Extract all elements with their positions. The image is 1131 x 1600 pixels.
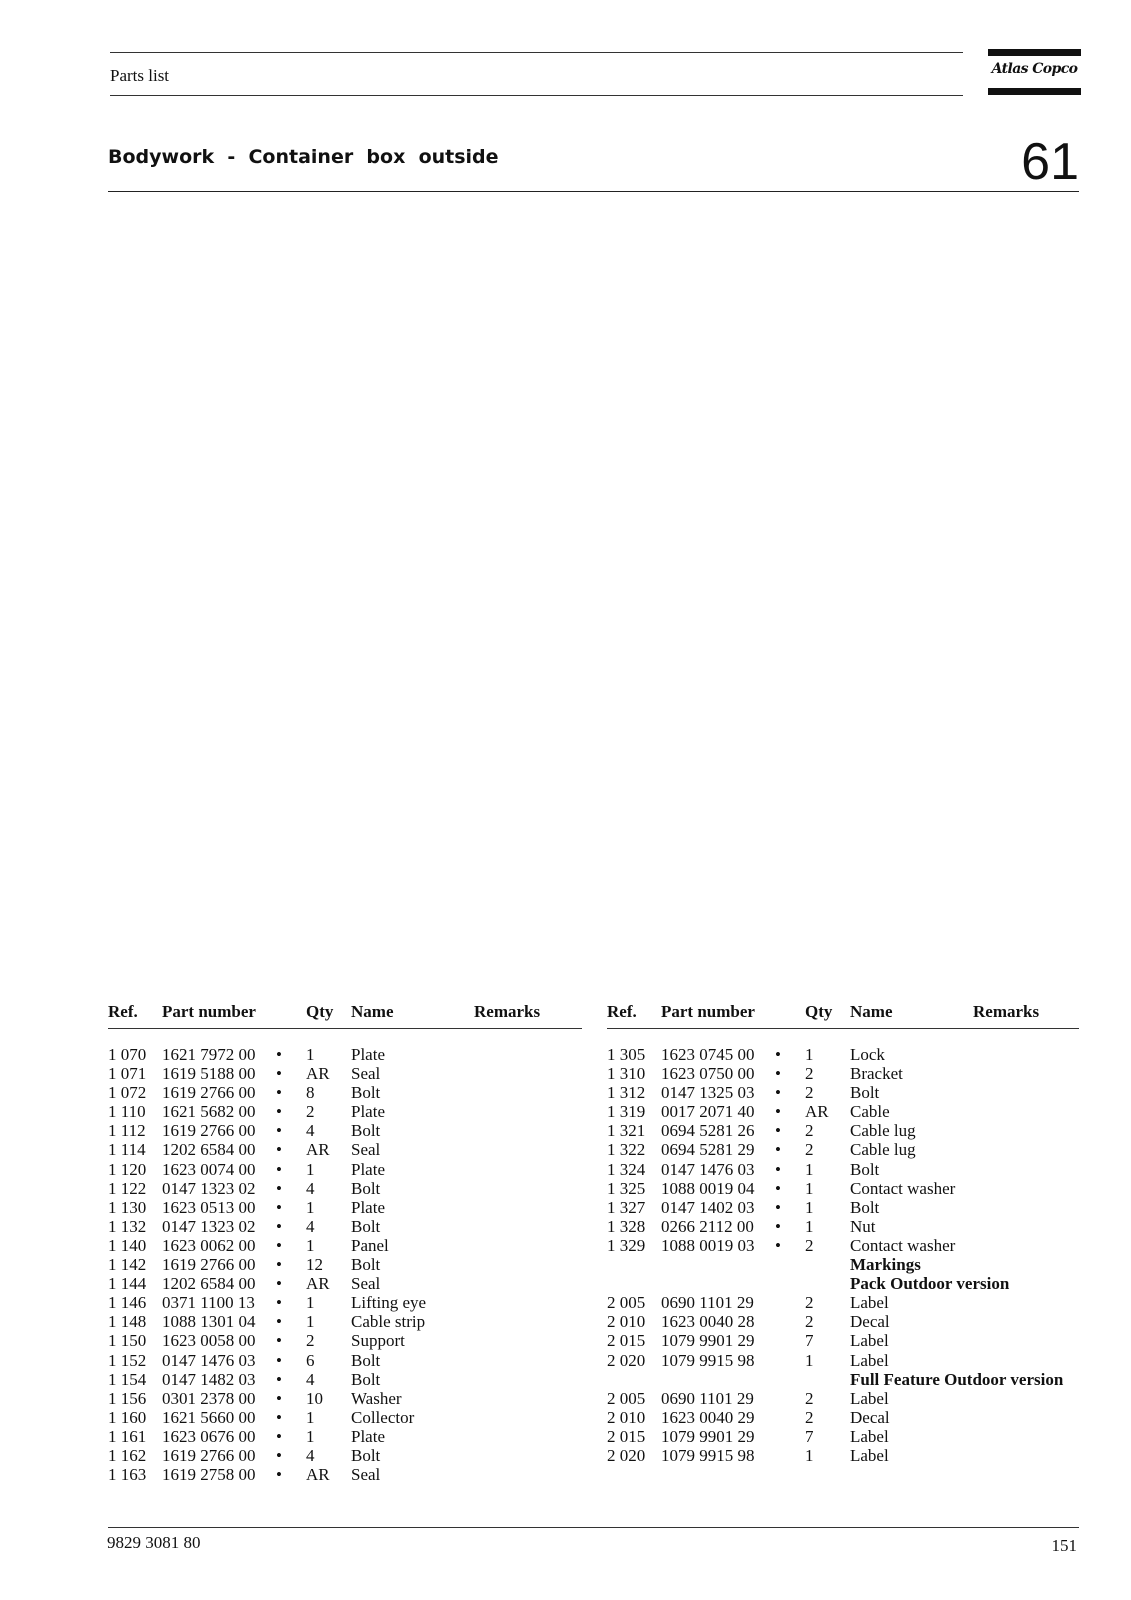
qty-cell: AR [306,1274,330,1294]
interchange-dot: • [775,1197,781,1217]
interchange-dot: • [276,1064,282,1084]
table-row [607,1312,1079,1331]
interchange-dot: • [276,1159,282,1179]
col-remarks-header: Remarks [474,1002,541,1021]
ref-cell: 2 010 [607,1407,646,1427]
name-cell: Contact washer [850,1235,956,1255]
name-cell: Cable strip [351,1312,426,1332]
ref-cell: 1 112 [108,1121,146,1141]
page-title: Bodywork - Container box outside [108,146,499,168]
interchange-dot: • [276,1426,282,1446]
interchange-dot: • [276,1140,282,1160]
part-number-cell: 1621 5682 00 [162,1102,256,1122]
ref-cell: 1 329 [607,1235,646,1255]
name-cell: Washer [351,1388,402,1408]
table-row [108,1255,582,1274]
table-row [108,1427,582,1446]
interchange-dot: • [276,1102,282,1122]
name-cell: Lifting eye [351,1293,427,1313]
interchange-dot: • [775,1121,781,1141]
part-number-cell: 1088 0019 03 [661,1235,755,1255]
table-row [108,1179,582,1198]
ref-cell: 1 140 [108,1235,147,1255]
ref-cell: 1 150 [108,1331,147,1351]
interchange-dot: • [276,1350,282,1370]
name-cell: Cable lug [850,1140,916,1160]
table-row [108,1351,582,1370]
col-part-header: Part number [162,1002,256,1021]
qty-cell: 8 [306,1083,315,1103]
table-row [108,1465,582,1484]
part-number-cell: 1621 5660 00 [162,1407,256,1427]
ref-cell: 1 071 [108,1064,147,1084]
part-number-cell: 1079 9901 29 [661,1331,755,1351]
interchange-dot: • [775,1064,781,1084]
name-cell: Seal [351,1465,381,1485]
part-number-cell: 0690 1101 29 [661,1388,754,1408]
col-qty-header: Qty [306,1002,334,1021]
table-row [607,1217,1079,1236]
ref-cell: 2 020 [607,1445,646,1465]
qty-cell: 1 [805,1445,814,1465]
ref-cell: 1 319 [607,1102,646,1122]
name-cell: Bolt [351,1083,381,1103]
part-number-cell: 1088 0019 04 [661,1178,755,1198]
name-cell: Cable lug [850,1121,916,1141]
part-number-cell: 0266 2112 00 [661,1216,754,1236]
table-row [607,1255,1079,1274]
table-row [108,1121,582,1140]
ref-cell: 1 305 [607,1045,646,1064]
part-number-cell: 1619 2766 00 [162,1121,256,1141]
interchange-dot: • [276,1331,282,1351]
ref-cell: 1 325 [607,1178,646,1198]
name-cell: Cable [850,1102,890,1122]
table-row [108,1045,582,1064]
name-cell: Bolt [850,1159,880,1179]
name-cell: Seal [351,1064,381,1084]
interchange-dot: • [276,1293,282,1313]
ref-cell: 1 114 [108,1140,146,1160]
part-number-cell: 1619 2766 00 [162,1445,256,1465]
part-number-cell: 0694 5281 29 [661,1140,755,1160]
part-number-cell: 1623 0062 00 [162,1235,256,1255]
interchange-dot: • [775,1102,781,1122]
part-number-cell: 1623 0040 28 [661,1312,755,1332]
table-header [108,1000,582,1029]
interchange-dot: • [276,1369,282,1389]
part-number-cell: 1619 2766 00 [162,1255,256,1275]
ref-cell: 1 160 [108,1407,147,1427]
qty-cell: 4 [306,1216,315,1236]
table-row [607,1160,1079,1179]
qty-cell: 7 [805,1426,814,1446]
interchange-dot: • [276,1216,282,1236]
header-label: Parts list [110,66,170,85]
qty-cell: 4 [306,1369,315,1389]
ref-cell: 1 156 [108,1388,147,1408]
qty-cell: 10 [306,1388,323,1408]
name-cell: Bolt [351,1121,381,1141]
name-cell: Label [850,1445,889,1465]
ref-cell: 1 312 [607,1083,646,1103]
table-row [108,1312,582,1331]
name-cell: Bolt [351,1216,381,1236]
table-row [607,1102,1079,1121]
ref-cell: 2 015 [607,1426,646,1446]
table-row [607,1121,1079,1140]
col-name-header: Name [850,1002,893,1021]
page-number: 151 [1051,1536,1077,1555]
qty-cell: 1 [306,1197,315,1217]
part-number-cell: 0690 1101 29 [661,1293,754,1313]
name-cell: Plate [351,1159,385,1179]
part-number-cell: 0147 1323 02 [162,1178,256,1198]
ref-cell: 1 152 [108,1350,147,1370]
interchange-dot: • [276,1312,282,1332]
qty-cell: AR [306,1465,330,1485]
table-row [108,1331,582,1350]
part-number-cell: 0147 1323 02 [162,1216,256,1236]
part-number-cell: 1623 0513 00 [162,1197,256,1217]
table-row [108,1160,582,1179]
part-number-cell: 0694 5281 26 [661,1121,755,1141]
table-row [607,1198,1079,1217]
ref-cell: 2 010 [607,1312,646,1332]
logo-top-bar [988,49,1081,56]
table-row [607,1236,1079,1255]
part-number-cell: 1619 5188 00 [162,1064,256,1084]
name-cell: Collector [351,1407,415,1427]
name-cell: Nut [850,1216,876,1236]
qty-cell: 2 [805,1140,814,1160]
part-number-cell: 0147 1402 03 [661,1197,755,1217]
qty-cell: 1 [805,1159,814,1179]
document-number: 9829 3081 80 [107,1533,201,1552]
part-number-cell: 0147 1482 03 [162,1369,256,1389]
part-number-cell: 1623 0040 29 [661,1407,755,1427]
part-number-cell: 1623 0745 00 [661,1045,755,1064]
qty-cell: AR [805,1102,829,1122]
name-cell: Plate [351,1045,385,1064]
interchange-dot: • [775,1140,781,1160]
qty-cell: 1 [306,1426,315,1446]
interchange-dot: • [276,1235,282,1255]
name-cell: Contact washer [850,1178,956,1198]
qty-cell: 2 [306,1331,315,1351]
name-cell: Label [850,1350,889,1370]
table-row [108,1274,582,1293]
parts-table-left [108,1000,582,1484]
qty-cell: AR [306,1064,330,1084]
name-cell: Plate [351,1102,385,1122]
interchange-dot: • [276,1445,282,1465]
ref-cell: 1 321 [607,1121,646,1141]
part-number-cell: 0147 1476 03 [162,1350,256,1370]
qty-cell: 2 [805,1407,814,1427]
part-number-cell: 1202 6584 00 [162,1140,256,1160]
name-cell: Bolt [850,1083,880,1103]
name-cell: Panel [351,1235,389,1255]
name-cell: Bolt [351,1255,381,1275]
qty-cell: 1 [306,1293,315,1313]
qty-cell: 1 [805,1178,814,1198]
ref-cell: 1 163 [108,1465,147,1485]
table-row [108,1408,582,1427]
part-number-cell: 1621 7972 00 [162,1045,256,1064]
name-cell: Seal [351,1140,381,1160]
name-cell: Bolt [351,1178,381,1198]
table-row [108,1140,582,1159]
ref-cell: 1 132 [108,1216,147,1236]
col-qty-header: Qty [805,1002,833,1021]
interchange-dot: • [775,1235,781,1255]
ref-cell: 2 020 [607,1350,646,1370]
title-rule [108,191,1079,192]
table-body [607,1045,1079,1465]
name-cell: Markings [850,1255,921,1275]
table-row [108,1446,582,1465]
table-row [607,1274,1079,1293]
part-number-cell: 1623 0750 00 [661,1064,755,1084]
name-cell: Support [351,1331,405,1351]
interchange-dot: • [775,1216,781,1236]
col-remarks-header: Remarks [973,1002,1040,1021]
part-number-cell: 0147 1325 03 [661,1083,755,1103]
interchange-dot: • [775,1045,781,1064]
table-row [607,1331,1079,1350]
qty-cell: 2 [805,1121,814,1141]
ref-cell: 1 324 [607,1159,646,1179]
qty-cell: 2 [805,1064,814,1084]
header-bottom-rule [110,95,963,96]
footer-rule [108,1527,1079,1528]
ref-cell: 1 148 [108,1312,147,1332]
name-cell: Bolt [351,1445,381,1465]
part-number-cell: 1623 0058 00 [162,1331,256,1351]
name-cell: Bracket [850,1064,903,1084]
qty-cell: 1 [306,1407,315,1427]
qty-cell: 4 [306,1178,315,1198]
table-row [607,1179,1079,1198]
parts-table-right [607,1000,1079,1465]
qty-cell: 4 [306,1121,315,1141]
part-number-cell: 1088 1301 04 [162,1312,256,1332]
qty-cell: 12 [306,1255,323,1275]
name-cell: Label [850,1388,889,1408]
qty-cell: 1 [805,1216,814,1236]
name-cell: Lock [850,1045,885,1064]
interchange-dot: • [276,1465,282,1485]
part-number-cell: 1623 0676 00 [162,1426,256,1446]
qty-cell: 2 [805,1235,814,1255]
interchange-dot: • [276,1407,282,1427]
qty-cell: 7 [805,1331,814,1351]
table-row [607,1140,1079,1159]
name-cell: Seal [351,1274,381,1294]
col-ref-header: Ref. [607,1002,637,1021]
qty-cell: 2 [805,1083,814,1103]
qty-cell: 1 [306,1045,315,1064]
ref-cell: 1 146 [108,1293,147,1313]
logo-bottom-bar [988,88,1081,95]
qty-cell: 2 [805,1312,814,1332]
ref-cell: 1 122 [108,1178,147,1198]
table-row [108,1217,582,1236]
ref-cell: 1 154 [108,1369,147,1389]
qty-cell: 4 [306,1445,315,1465]
table-row [607,1389,1079,1408]
qty-cell: 6 [306,1350,315,1370]
part-number-cell: 1079 9915 98 [661,1445,755,1465]
name-cell: Pack Outdoor version [850,1274,1010,1294]
table-row [607,1083,1079,1102]
table-row [607,1293,1079,1312]
table-row [607,1446,1079,1465]
ref-cell: 1 070 [108,1045,147,1064]
part-number-cell: 0301 2378 00 [162,1388,256,1408]
interchange-dot: • [775,1159,781,1179]
table-row [108,1293,582,1312]
interchange-dot: • [775,1083,781,1103]
header-top-rule [110,52,963,53]
ref-cell: 1 322 [607,1140,646,1160]
ref-cell: 2 015 [607,1331,646,1351]
qty-cell: 2 [805,1388,814,1408]
table-row [108,1389,582,1408]
ref-cell: 1 328 [607,1216,646,1236]
interchange-dot: • [276,1083,282,1103]
table-row [108,1370,582,1389]
name-cell: Plate [351,1197,385,1217]
name-cell: Decal [850,1407,890,1427]
col-ref-header: Ref. [108,1002,138,1021]
ref-cell: 1 130 [108,1197,147,1217]
name-cell: Bolt [351,1350,381,1370]
qty-cell: 1 [306,1312,315,1332]
part-number-cell: 1202 6584 00 [162,1274,256,1294]
qty-cell: 1 [306,1159,315,1179]
ref-cell: 1 162 [108,1445,147,1465]
table-row [108,1083,582,1102]
part-number-cell: 1619 2766 00 [162,1083,256,1103]
part-number-cell: 1079 9901 29 [661,1426,755,1446]
interchange-dot: • [775,1178,781,1198]
ref-cell: 1 072 [108,1083,147,1103]
part-number-cell: 0147 1476 03 [661,1159,755,1179]
table-row [607,1045,1079,1064]
table-row [108,1102,582,1121]
interchange-dot: • [276,1045,282,1064]
interchange-dot: • [276,1121,282,1141]
ref-cell: 2 005 [607,1293,646,1313]
table-row [108,1236,582,1255]
name-cell: Plate [351,1426,385,1446]
ref-cell: 1 327 [607,1197,646,1217]
part-number-cell: 1623 0074 00 [162,1159,256,1179]
interchange-dot: • [276,1178,282,1198]
table-body [108,1045,582,1484]
table-row [108,1064,582,1083]
interchange-dot: • [276,1274,282,1294]
ref-cell: 1 310 [607,1064,646,1084]
table-row [607,1370,1079,1389]
part-number-cell: 0371 1100 13 [162,1293,255,1313]
part-number-cell: 1619 2758 00 [162,1465,256,1485]
brand-logo [988,49,1081,95]
ref-cell: 1 120 [108,1159,147,1179]
qty-cell: AR [306,1140,330,1160]
col-part-header: Part number [661,1002,755,1021]
table-row [607,1351,1079,1370]
name-cell: Label [850,1293,889,1313]
table-row [607,1427,1079,1446]
ref-cell: 1 161 [108,1426,147,1446]
name-cell: Bolt [351,1369,381,1389]
part-number-cell: 0017 2071 40 [661,1102,755,1122]
ref-cell: 1 144 [108,1274,147,1294]
name-cell: Label [850,1331,889,1351]
name-cell: Full Feature Outdoor version [850,1369,1064,1389]
part-number-cell: 1079 9915 98 [661,1350,755,1370]
table-row [607,1064,1079,1083]
table-row [108,1198,582,1217]
ref-cell: 2 005 [607,1388,646,1408]
interchange-dot: • [276,1255,282,1275]
qty-cell: 1 [306,1235,315,1255]
qty-cell: 1 [805,1045,814,1064]
logo-wordmark: Atlas Copco [991,61,1078,77]
qty-cell: 2 [805,1293,814,1313]
name-cell: Decal [850,1312,890,1332]
ref-cell: 1 110 [108,1102,146,1122]
ref-cell: 1 142 [108,1255,147,1275]
col-name-header: Name [351,1002,394,1021]
qty-cell: 1 [805,1197,814,1217]
name-cell: Label [850,1426,889,1446]
table-row [607,1408,1079,1427]
interchange-dot: • [276,1388,282,1408]
interchange-dot: • [276,1197,282,1217]
qty-cell: 2 [306,1102,315,1122]
qty-cell: 1 [805,1350,814,1370]
section-number: 61 [1021,133,1079,191]
table-header [607,1000,1079,1029]
name-cell: Bolt [850,1197,880,1217]
